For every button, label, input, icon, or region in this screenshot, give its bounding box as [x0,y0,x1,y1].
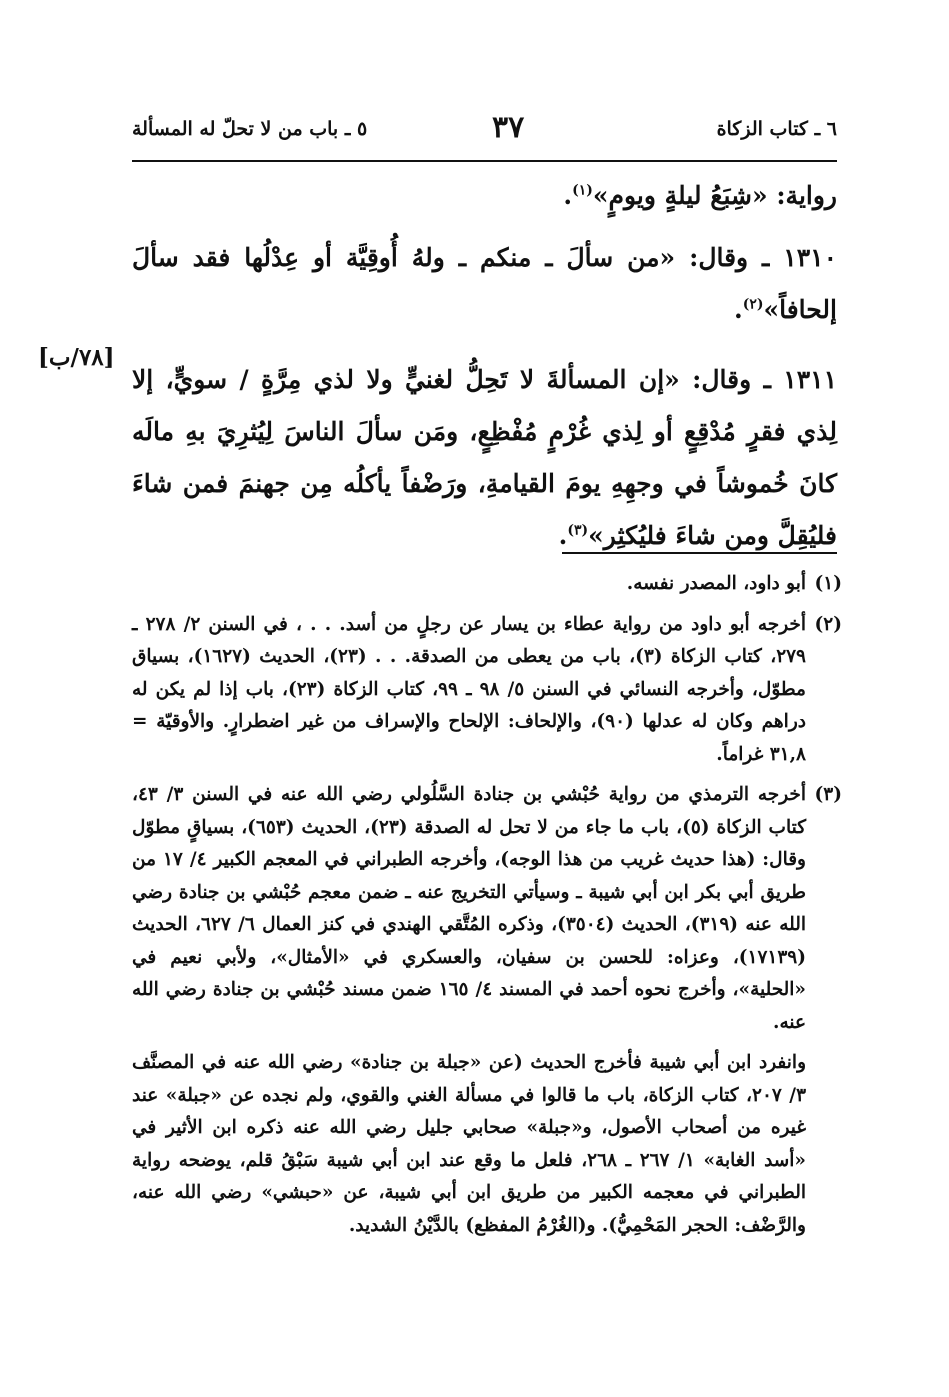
footnote-ref[interactable]: (٢) [742,296,764,313]
footnote-ref[interactable]: (١) [572,182,593,199]
footnote-ref[interactable]: (٣) [567,522,589,539]
footnote-text: أخرجه أبو داود من رواية عطاء بن يسار عن رجلٍ من أسد. . . ، في السنن ٢/ ٢٧٨ ـ ٢٧٩، كتاب الزكاة (٣)، باب من يعطى من الصدقة. . . (٢٣)، الحديث (١٦٢٧)، بسياق مطوّل، وأخرجه النسائي في السنن ٥/ ٩٨ ـ ٩٩، كتاب الزكاة (٢٣)، باب إذا لم يكن له دراهم وكان له عدلها (٩٠)، والإلحاف: الإلحاح والإسراف من غير اضطرارٍ. والأوقيّة = ٣١,٨ غراماً. [132,613,806,765]
footnote-text: أخرجه الترمذي من رواية حُبْشي بن جنادة السَّلُولي رضي الله عنه في السنن ٣/ ٤٣، كتاب الزكاة (٥)، باب ما جاء من لا تحل له الصدقة (٢٣)، الحديث (٦٥٣)، بسياقٍ مطوّل وقال: (هذا حديث غريب من هذا الوجه)، وأخرجه الطبراني في المعجم الكبير ٤/ ١٧ من طريق أبي بكر ابن أبي شيبة ـ وسيأتي التخريج عنه ـ ضمن معجم حُبْشي بن جنادة رضي الله عنه (٣١٩)، الحديث (٣٥٠٤)، وذكره المُتَّقي الهندي في كنز العمال ٦/ ٦٢٧، الحديث (١٧١٣٩)، وعزاه: للحسن بن سفيان، والعسكري في «الأمثال»، ولأبي نعيم في «الحلية»، وأخرج نحوه أحمد في المسند ٤/ ١٦٥ ضمن مسند حُبْشي بن جنادة رضي الله عنه. [132,784,807,1033]
footnote-number: (٢) [814,613,842,635]
footnote-3 [132,779,842,1039]
main-text-block [132,170,837,562]
paragraph-text: رواية: «شِبَعُ ليلةٍ ويومٍ» [592,181,837,210]
footnote-number: (٣) [814,784,842,805]
hadith-text: وقال: «إن المسألةَ لا تَحِلُّ لغنيٍّ ولا لذي مِرَّةٍ / سويٍّ، إلا لِذي فقرٍ مُدْقِعٍ أو لِذي غُرْمٍ مُفْظِعٍ، ومَن سألَ الناسَ لِيُثرِيَ بهِ مالَه كانَ خُموشاً في وجهِهِ يومَ القيامةِ، ورَضْفاً يأكلُه مِن جهنمَ فمن شاءَ فليُقِلَّ ومن شاءَ فليُكثِر» [132,365,837,550]
hadith-1311 [132,354,837,562]
paragraph-end: . [558,521,568,550]
header-rule [132,160,837,162]
footnote-3-continuation: وانفرد ابن أبي شيبة فأخرج الحديث (عن «جبلة بن جنادة» رضي الله عنه في المصنَّف ٣/ ٢٠٧، كتاب الزكاة، باب ما قالوا في مسألة الغني والقوي، ولم نجده عن «جبلة» عند غيره من أصحاب الأصول، و«جبلة» صحابي جليل رضي الله عنه ذكره ابن الأثير في «أسد الغابة» ١/ ٢٦٧ ـ ٢٦٨، فلعل ما وقع عند ابن أبي شيبة سَبْقُ قلم، يوضحه رواية الطبراني في معجمه الكبير من طريق ابن أبي شيبة، عن «حبشي» رضي الله عنه، والرَّضْف: الحجر المَحْمِيُّ). و(الغُرْمُ المفظع) بالدَّيْنُ الشديد. [132,1052,807,1236]
page-number: ٣٧ [492,110,525,145]
footnotes-block [132,568,842,1242]
footnote-1 [132,568,842,601]
footnote-2 [132,609,842,772]
hadith-text: وقال: «من سألَ ـ منكم ـ ولهُ أُوقِيَّة أو عِدْلُها فقد سألَ إلحافاً» [132,243,837,324]
hadith-1310 [132,232,837,336]
running-head-chapter: ٦ ـ كتاب الزكاة [716,118,837,140]
paragraph-end: . [563,181,573,210]
hadith-number: ١٣١٠ ـ [762,243,838,272]
page-header [132,110,837,150]
footnote-text: أبو داود، المصدر نفسه. [626,573,806,594]
manuscript-folio-marker: [٧٨/ب] [38,344,115,371]
running-head-section: ٥ ـ باب من لا تحلّ له المسألة [132,118,368,140]
paragraph-continuation [132,170,837,222]
footnote-number: (١) [814,573,842,594]
paragraph-end: . [733,295,743,324]
footnote-separator [562,552,837,554]
hadith-number: ١٣١١ ـ [763,365,838,394]
